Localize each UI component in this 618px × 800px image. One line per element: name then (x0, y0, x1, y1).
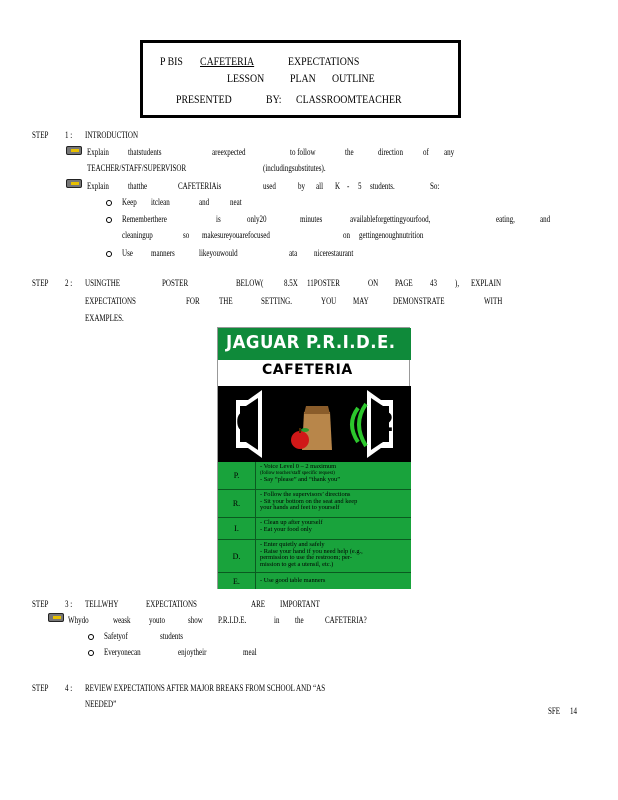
s2-l2-w0: EXPECTATIONS (85, 296, 136, 306)
s3-sub2-w0: Everyonecan (104, 647, 141, 657)
pride-line: - Follow the supervisors’ directions (260, 491, 351, 498)
step1-b2-w7: - (347, 181, 350, 191)
sub3-w1: manners (151, 248, 175, 258)
sub1-w0: Keep (122, 197, 137, 207)
pride-line: - Say “please” and “thank you” (260, 476, 341, 484)
title-lesson: LESSON (227, 71, 265, 85)
s3-l1-w1: EXPECTATIONS (146, 599, 197, 609)
s3-l1-w0: TELLWHY (85, 599, 119, 609)
voice-level-low: 0 (236, 408, 255, 438)
title-presenter: CLASSROOMTEACHER (296, 92, 402, 106)
s3-sub1-w0: Safetyof (104, 631, 128, 641)
poster-banner (218, 328, 411, 360)
title-presented: PRESENTED (176, 92, 232, 106)
step1-b2-w1: thatthe (128, 181, 148, 191)
sub2-w2: only20 (247, 214, 267, 224)
s2-l1-w2: BELOW( (236, 278, 264, 288)
pride-letter: D. (218, 540, 256, 572)
step1-b1-w5: direction (378, 147, 403, 157)
sub2-w5: eating, (496, 214, 515, 224)
pride-line: (follow teacher/staff specific request) (260, 470, 335, 476)
circle-bullet-icon (106, 217, 112, 223)
s2-l2-w5: MAY (353, 296, 369, 306)
pointing-hand-icon (66, 146, 82, 155)
sub2-l2-w2: makesureyouarefocused (202, 230, 270, 240)
sub3-w4: nicerestaurant (314, 248, 354, 258)
s3-l1-w2: ARE (251, 599, 266, 609)
sub2-l2-w4: gettingenoughnutrition (359, 230, 424, 240)
sub1-w3: neat (230, 197, 242, 207)
s4-line2: NEEDED” (85, 699, 117, 709)
s3-q-w2: youto (149, 615, 166, 625)
title-pbis: P BIS (160, 54, 183, 68)
s3-sub2-w2: meal (243, 647, 257, 657)
step2-number: 2 : (65, 278, 73, 288)
s2-l1-w4: 11POSTER (307, 278, 340, 288)
s2-l1-w9: EXPLAIN (471, 278, 502, 288)
title-box (140, 40, 461, 118)
s2-l1-w6: PAGE (395, 278, 413, 288)
s2-l1-w3: 8.5X (284, 278, 298, 288)
footer-code: SFE (548, 706, 561, 716)
pride-line: - Use good table manners (260, 577, 326, 584)
step1-b1-w6: of (423, 147, 429, 157)
sub1-w1: itclean (151, 197, 170, 207)
s3-q-w0: Whydo (68, 615, 89, 625)
s2-l2-w6: DEMONSTRATE (393, 296, 445, 306)
step1-b1-w4: the (345, 147, 354, 157)
pride-text (260, 578, 325, 585)
step1-number: 1 : (65, 130, 73, 140)
sub3-w2: likeyouwould (199, 248, 238, 258)
pointing-hand-icon (66, 179, 82, 188)
pride-text (260, 464, 340, 484)
pride-line: your hands and feet to yourself (260, 504, 340, 512)
s3-l1-w3: IMPORTANT (280, 599, 320, 609)
sub2-l2-w1: so (183, 230, 190, 240)
step1-b2-w10: So: (430, 181, 440, 191)
pride-line: - Eat your food only (260, 525, 312, 533)
poster-subtitle: CAFETERIA (262, 362, 353, 378)
sub2-w6: and (540, 214, 551, 224)
pride-letter: R. (218, 490, 256, 517)
title-by: BY: (266, 92, 282, 106)
pride-letter: P. (218, 462, 256, 489)
s2-l1-w1: POSTER (162, 278, 189, 288)
s3-q-w5: in (274, 615, 280, 625)
step1-b2-w5: all (316, 181, 324, 191)
pride-row (218, 462, 411, 490)
poster-banner-title: JAGUAR P.R.I.D.E. (226, 332, 396, 353)
step3-label: STEP (32, 599, 49, 609)
circle-bullet-icon (88, 634, 94, 640)
poster-voice-level-panel (218, 386, 411, 462)
pride-text (260, 542, 363, 568)
pride-letter: I. (218, 518, 256, 539)
pride-line: permission to use the restroom; per- (260, 554, 352, 562)
step1-label: STEP (32, 130, 49, 140)
s3-q-w6: the (295, 615, 304, 625)
pride-poster (217, 327, 410, 589)
pride-text (260, 520, 322, 533)
s3-q-w7: CAFETERIA? (325, 615, 367, 625)
circle-bullet-icon (106, 251, 112, 257)
step3-number: 3 : (65, 599, 73, 609)
step1-b1-l2-w0: TEACHER/STAFF/SUPERVISOR (87, 163, 187, 173)
sub2-w0: Rememberthere (122, 214, 167, 224)
pointing-hand-icon (48, 613, 64, 622)
s3-sub1-w1: students (160, 631, 184, 641)
sub3-w0: Use (122, 248, 133, 258)
step4-label: STEP (32, 683, 49, 693)
s2-l2-w3: SETTING. (261, 296, 293, 306)
title-plan: PLAN (290, 71, 316, 85)
pride-text (260, 492, 357, 512)
sub2-l2-w3: on (343, 230, 351, 240)
voice-level-high: 2 (376, 408, 395, 438)
sub2-w1: is (216, 214, 221, 224)
footer-page-number: 14 (570, 706, 578, 716)
s3-q-w3: show (188, 615, 203, 625)
s2-l1-w5: ON (368, 278, 379, 288)
s2-l2-w4: YOU (321, 296, 337, 306)
pride-line: - Raise your hand if you need help (e.g., (260, 547, 363, 555)
step4-number: 4 : (65, 683, 73, 693)
pride-row (218, 490, 411, 518)
step1-b1-w3: to follow (290, 147, 316, 157)
step1-b2-w2: CAFETERIAis (178, 181, 222, 191)
title-cafeteria: CAFETERIA (200, 54, 255, 68)
s3-q-w4: P.R.I.D.E. (218, 615, 247, 625)
pride-letter: E. (218, 573, 256, 589)
s2-l1-w0: USINGTHE (85, 278, 121, 288)
step1-b1-w7: any (444, 147, 455, 157)
step1-b1-l2-w1: (includingsubstitutes). (263, 163, 326, 173)
step1-b2-w3: used (263, 181, 276, 191)
pride-row (218, 540, 411, 573)
step2-label: STEP (32, 278, 49, 288)
pride-line: - Clean up after yourself (260, 519, 323, 526)
sub2-l2-w0: cleaningup (122, 230, 153, 240)
step1-b1-w1: thatstudents (128, 147, 162, 157)
pride-line: - Voice Level 0 – 2 maximum (260, 463, 337, 470)
step1-b2-w6: K (335, 181, 341, 191)
step1-heading: INTRODUCTION (85, 130, 139, 140)
step1-b2-w8: 5 (358, 181, 362, 191)
s2-l2-w1: FOR (186, 296, 200, 306)
pride-table (218, 462, 411, 589)
title-outline: OUTLINE (332, 71, 375, 85)
step1-b1-w2: areexpected (212, 147, 246, 157)
s3-sub2-w1: enjoytheir (178, 647, 207, 657)
title-expectations: EXPECTATIONS (288, 54, 360, 68)
sub3-w3: ata (289, 248, 298, 258)
step1-b2-w4: by (298, 181, 306, 191)
sub2-w3: minutes (300, 214, 323, 224)
pride-row (218, 573, 411, 589)
sub1-w2: and (199, 197, 210, 207)
s2-l1-w7: 43 (430, 278, 438, 288)
step1-b2-w9: students. (370, 181, 395, 191)
pride-line: - Enter quietly and safely (260, 541, 325, 548)
s2-l1-w8: ), (455, 278, 460, 288)
circle-bullet-icon (106, 200, 112, 206)
s2-l2-w2: THE (219, 296, 233, 306)
s3-q-w1: weask (113, 615, 131, 625)
pride-row (218, 518, 411, 540)
apple-icon (291, 428, 309, 449)
pride-line: mission to get a utensil, etc.) (260, 560, 334, 568)
step1-b1-w0: Explain (87, 147, 109, 157)
s2-l3: EXAMPLES. (85, 313, 124, 323)
step1-b2-w0: Explain (87, 181, 109, 191)
circle-bullet-icon (88, 650, 94, 656)
s2-l2-w7: WITH (484, 296, 503, 306)
pride-line: - Sit your bottom on the seat and keep (260, 497, 358, 505)
s4-line1: REVIEW EXPECTATIONS AFTER MAJOR BREAKS FROM SCHOOL AND “AS (85, 683, 326, 693)
sub2-w4: availableforgettingyourfood, (350, 214, 431, 224)
